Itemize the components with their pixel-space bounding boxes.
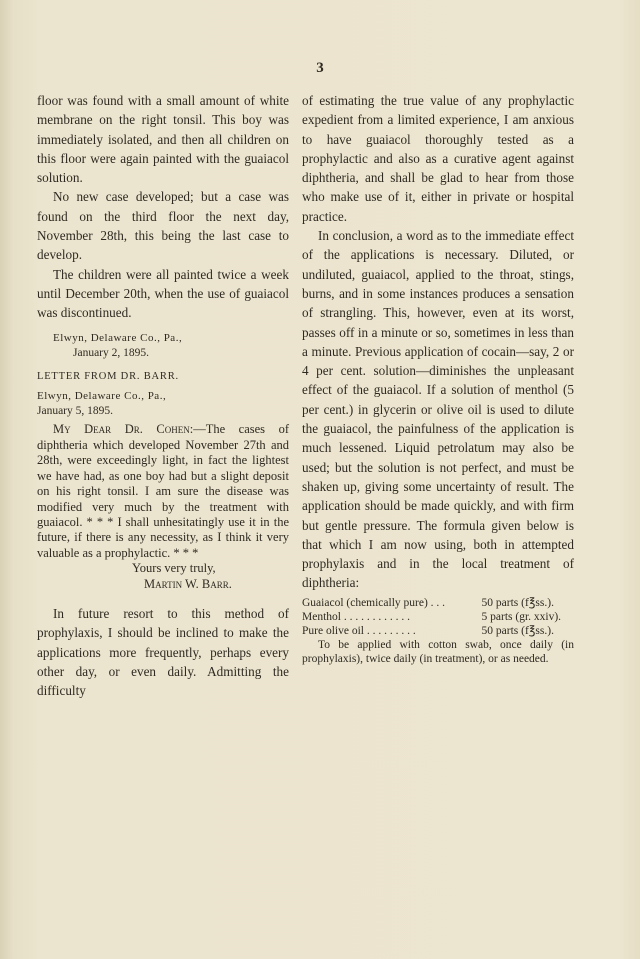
salutation: My Dear Dr. Cohen (53, 422, 190, 437)
left-column (37, 91, 289, 700)
letter-date: January 5, 1895. (37, 405, 114, 418)
formula-amount: 50 parts (f℥ss.). (481, 596, 554, 609)
paragraph: floor was found with a small amount of white membrane on the right tonsil. This boy was immediately isolated, and then all children on this floor were again painted with the guaiacol solution. (37, 93, 289, 186)
formula-ingredient: Pure olive oil . . . . . . . . . (302, 624, 416, 637)
dateline (37, 331, 289, 362)
dateline-place: Elwyn, Delaware Co., Pa., (53, 331, 183, 344)
paragraph: No new case developed; but a case was found on the third floor the next day, November 28th, this being the last case to develop. (37, 189, 289, 263)
formula-amount: 50 parts (f℥ss.). (481, 624, 554, 637)
letter (37, 389, 289, 592)
formula-row (302, 624, 574, 638)
formula-row (302, 610, 574, 624)
formula-note: To be applied with cotton swab, once daily (in prophylaxis), twice daily (in treatment), or as needed. (302, 638, 574, 665)
dateline-date: January 2, 1895. (73, 346, 150, 359)
formula-ingredient: Menthol . . . . . . . . . . . . (302, 610, 410, 623)
paragraph: In conclusion, a word as to the immediate effect of the applications is necessary. Diluted, or undiluted, guaiacol, applied to the throat, stings, burns, and in some instances produces a sensation of strangling. This, however, even at its worst, passes off in a minute or so, sometimes in less than a minute. Previous application of cocain—say, 2 or 4 per cent. solution—diminishes the unpleasant effect of the guaiacol. If a solution of menthol (5 per cent.) in glycerin or olive oil is used to dilute the guaiacol, the painfulness of the application is much lessened. Liquid petrolatum may also be used; but the solution is not perfect, and must be shaken up, giving some uncertainty of result. The application should be made quickly, and with firm but gentle pressure. The formula given below is that which I am now using, both in attempted prophylaxis and in the local treatment of diphtheria: (302, 228, 574, 591)
formula-table (302, 596, 574, 638)
paragraph: In future resort to this method of prophylaxis, I should be inclined to make the applications more frequently, perhaps every other day, or even daily. Admitting the difficulty (37, 605, 289, 699)
page-number: 3 (316, 60, 324, 76)
formula-row (302, 596, 574, 610)
letter-text: :—The cases of diphtheria which developed November 27th and 28th, were exceedingly light, in fact the lightest we have had, as one boy had but a slight deposit on his right tonsil. I am sure the disease was modified very much by the treatment with guaiacol. * * * I shall unhesitatingly use it in the future, if there is any necessity, as I think it very valuable as a prophylactic. * * * (37, 422, 289, 560)
formula-amount: 5 parts (gr. xxiv). (481, 610, 562, 623)
paragraph: The children were all painted twice a week until December 20th, when the use of guaiacol was discontinued. (37, 266, 289, 321)
closing: Yours very truly, (132, 561, 216, 576)
letter-place: Elwyn, Delaware Co., Pa., (37, 389, 167, 402)
right-column (302, 91, 574, 666)
paragraph: of estimating the true value of any prophylactic expedient from a limited experience, I am anxious to have guaiacol thoroughly tested as a prophylactic and also as a curative agent against diphtheria, and shall be glad to hear from those who make use of it, either in private or hospital practice. (302, 93, 574, 224)
letter-heading: LETTER FROM DR. BARR. (37, 371, 179, 383)
formula-ingredient: Guaiacol (chemically pure) . . . (302, 596, 446, 609)
signature: Martin W. Barr. (144, 576, 232, 591)
letter-body (37, 422, 289, 561)
